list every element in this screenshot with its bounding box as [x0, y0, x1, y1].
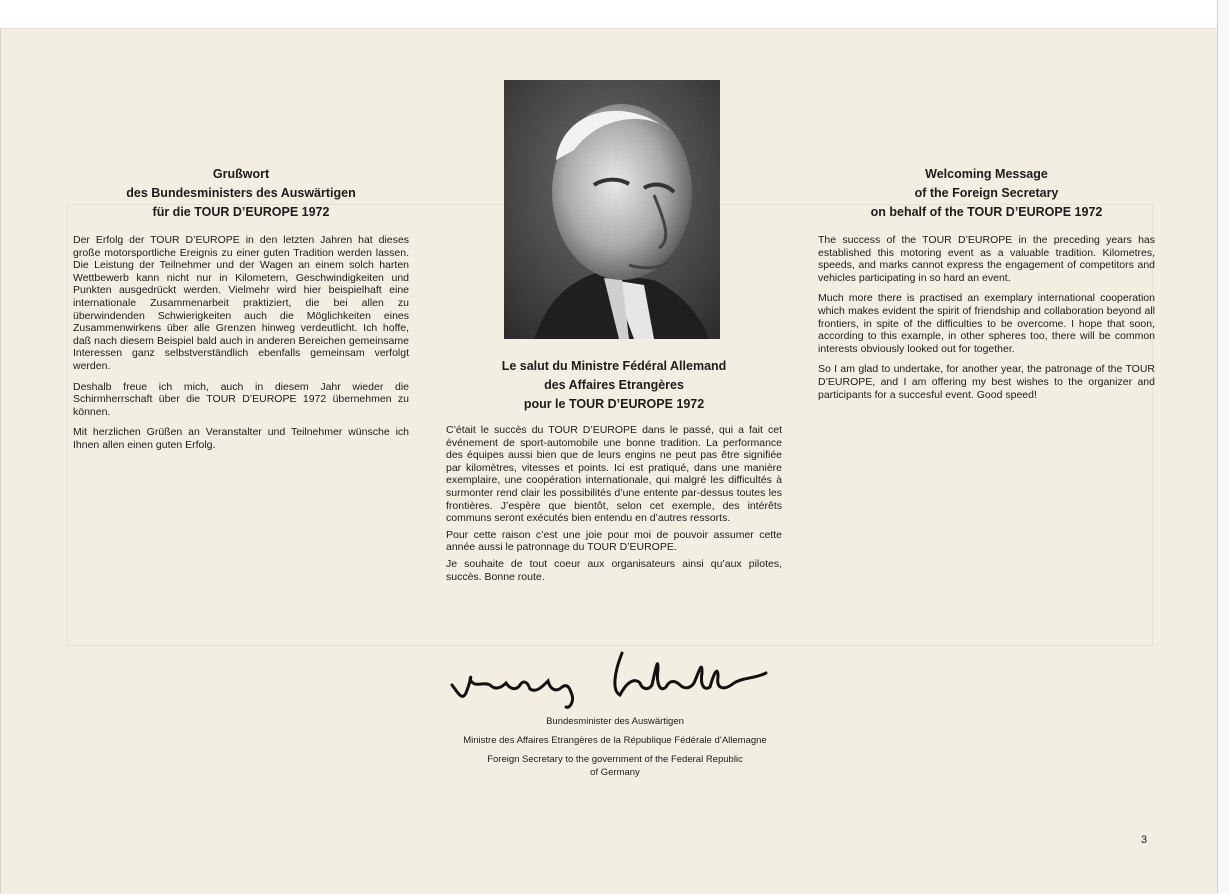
- english-paragraph: So I am glad to undertake, for another year, the patronage of the TOUR D’EUROPE, and I am offering my best wishes to the organizer and participants for a succesful event. Good speed!: [818, 363, 1155, 401]
- english-paragraph: Much more there is practised an exemplary international cooperation which makes evident the spirit of friendship and collaboration beyond all frontiers, in spite of the difficulties to be overcome. I hope that soon, according to this example, in other spheres too, there will be common interests obviously looked out for together.: [818, 292, 1155, 355]
- german-heading-line: des Bundesministers des Auswärtigen: [126, 186, 356, 200]
- english-heading-line: on behalf of the TOUR D’EUROPE 1972: [870, 205, 1103, 219]
- german-paragraph: Der Erfolg der TOUR D’EUROPE in den letzten Jahren hat dieses große motorsportliche Ereignis zu einer guten Tradition werden lassen. Die Leistung der Teilnehmer und der Wagen an einem solch harten Wettbewerb kann nicht nur in Kilometern, Geschwindigkeiten und Punkten ausgedrückt werden. Vielmehr wird hier beispielhaft eine internationale Zusammenarbeit praktiziert, die bei allen zu überwindenden Schwierigkeiten auch die Möglichkeiten eines Zusammenwirkens über alle Grenzen hinweg verdeutlicht. Ich hoffe, daß nach diesem Beispiel bald auch in anderen Bereichen gemeinsame Interessen ganz selbstverständlich ebenfalls gemeinsam verfolgt werden.: [73, 234, 409, 372]
- caption-line: of Germany: [590, 767, 640, 778]
- caption-line: Ministre des Affaires Etrangères de la République Fédérale d’Allemagne: [463, 735, 767, 746]
- french-heading-line: des Affaires Etrangères: [544, 378, 684, 392]
- minister-portrait: [504, 80, 720, 339]
- signature-caption: [430, 715, 800, 779]
- french-heading-line: pour le TOUR D’EUROPE 1972: [523, 397, 705, 411]
- portrait-image: [504, 80, 720, 339]
- german-paragraph: Mit herzlichen Grüßen an Veranstalter und Teilnehmer wünsche ich Ihnen allen einen guten Erfolg.: [73, 426, 409, 451]
- german-body: [73, 234, 409, 452]
- french-column: [446, 357, 782, 587]
- french-heading-line: Le salut du Ministre Fédéral Allemand: [501, 359, 727, 373]
- english-heading-line: Welcoming Message: [925, 167, 1048, 181]
- french-heading: [446, 357, 782, 414]
- page-number: 3: [1141, 834, 1148, 846]
- caption-line: Foreign Secretary to the government of the Federal Republic: [487, 754, 743, 765]
- page-edge: [1217, 0, 1229, 893]
- english-heading: [818, 165, 1155, 222]
- french-paragraph: C’était le succès du TOUR D’EUROPE dans le passé, qui a fait cet événement de sport-automobile une bonne tradition. La performance des équipes aussi bien que de leurs engins ne peut pas être signifiée par kilomètres, vitesses et points. Ici est pratiqué, dans une manière exemplaire, une coopération internationale, qui malgré les difficultés à surmonter rend clair les possibilités d’une entente par-dessus toutes les frontières. J’espère que bientôt, selon cet exemple, des intérêts communs seront exécutés bien entendu en d’autres ressorts.: [446, 424, 782, 525]
- handwritten-signature: [444, 643, 784, 713]
- french-paragraph: Je souhaite de tout coeur aux organisateurs ainsi qu’aux pilotes, succès. Bonne route.: [446, 557, 782, 583]
- english-heading-line: of the Foreign Secretary: [914, 186, 1059, 200]
- french-body: [446, 424, 782, 583]
- caption-line: Bundesminister des Auswärtigen: [546, 716, 684, 727]
- german-heading-line: für die TOUR D’EUROPE 1972: [152, 205, 330, 219]
- german-heading: [73, 165, 409, 222]
- german-column: [73, 165, 409, 460]
- french-paragraph: Pour cette raison c’est une joie pour moi de pouvoir assumer cette année aussi le patronnage du TOUR D’EUROPE.: [446, 528, 782, 554]
- german-heading-line: Grußwort: [212, 167, 270, 181]
- english-column: [818, 165, 1155, 409]
- english-body: [818, 234, 1155, 401]
- english-paragraph: The success of the TOUR D’EUROPE in the preceding years has established this motoring event as a valuable tradition. Kilometres, speeds, and marks cannot express the engagement of competitors and vehicles participating in so hard an event.: [818, 234, 1155, 284]
- german-paragraph: Deshalb freue ich mich, auch in diesem Jahr wieder die Schirmherrschaft über die TOUR D’EUROPE 1972 übernehmen zu können.: [73, 380, 409, 418]
